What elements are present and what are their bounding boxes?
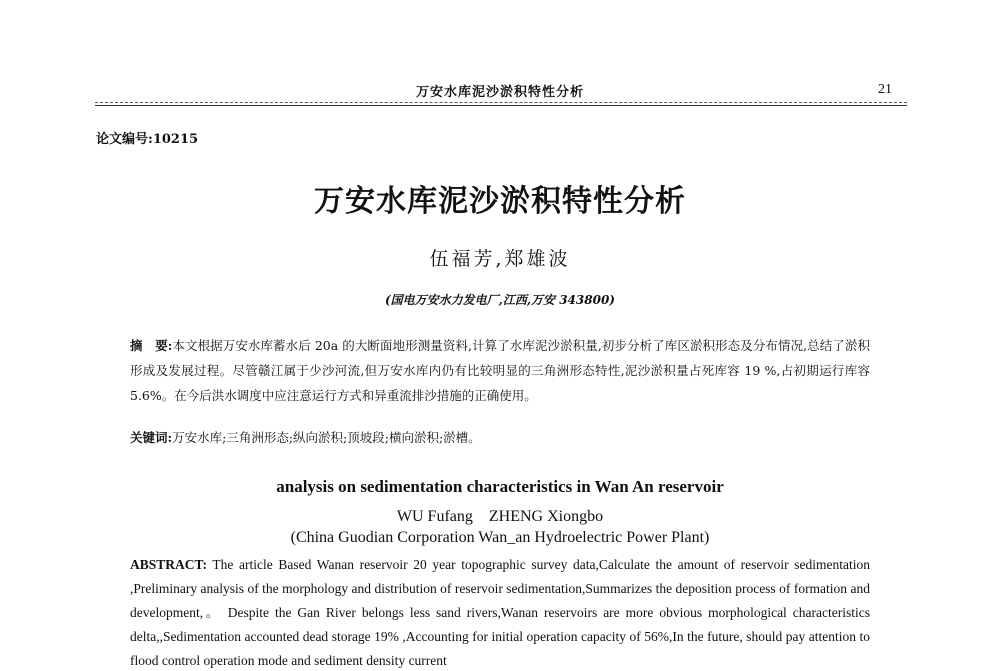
english-title: analysis on sedimentation characteristics in Wan An reservoir: [276, 477, 724, 496]
paper-id-label: 论文编号:: [96, 132, 153, 147]
english-affiliation: (China Guodian Corporation Wan_an Hydroelectric Power Plant): [290, 529, 710, 546]
affiliation: (国电万安水力发电厂,江西,万安 343800): [385, 293, 615, 307]
chinese-abstract: [130, 333, 870, 408]
chinese-keywords: [130, 428, 870, 448]
header-rule: [95, 102, 907, 106]
authors: 伍福芳,郑雄波: [429, 248, 571, 270]
page-number: 21: [878, 82, 892, 97]
running-title: 万安水库泥沙淤积特性分析: [415, 85, 584, 100]
paper-id-value: 10215: [152, 132, 199, 147]
chinese-abstract-text: 本文根据万安水库蓄水后 20a 的大断面地形测量资料,计算了水库泥沙淤积量,初步分析了库区淤积形态及分布情况,总结了淤积形成及发展过程。尽管赣江属于少沙河流,但万安水库内仍有比较明显的三角洲形态特性,泥沙淤积量占死库容 19 %,占初期运行库容 5.6%。在今后洪水调度中应注意运行方式和异重流排沙措施的正确使用。: [130, 338, 870, 403]
chinese-abstract-label: 摘 要:: [130, 338, 173, 353]
paper-title: 万安水库泥沙淤积特性分析: [314, 184, 686, 219]
english-authors: WU Fufang ZHENG Xiongbo: [396, 508, 604, 525]
chinese-keywords-text: 万安水库;三角洲形态;纵向淤积;顶坡段;横向淤积;淤槽。: [172, 430, 481, 445]
chinese-keywords-label: 关键词:: [130, 430, 173, 445]
english-abstract: [130, 553, 870, 671]
english-abstract-text: The article Based Wanan reservoir 20 year topographic survey data,Calculate the amount of reservoir sedimentation ,Preliminary analysis of the morphology and distribution of reservoir sedimentation,Summarizes the deposition process of formation and development,。 Despite the Gan River belongs less sand rivers,Wanan reservoirs are more obvious morphological characteristics delta,,Sedimentation accounted dead storage 19% ,Accounting for initial operation capacity of 56%,In the future, should pay attention to flood control operation mode and sediment density current: [130, 557, 870, 668]
english-abstract-label: ABSTRACT:: [130, 557, 208, 572]
paper-id: [96, 128, 198, 147]
